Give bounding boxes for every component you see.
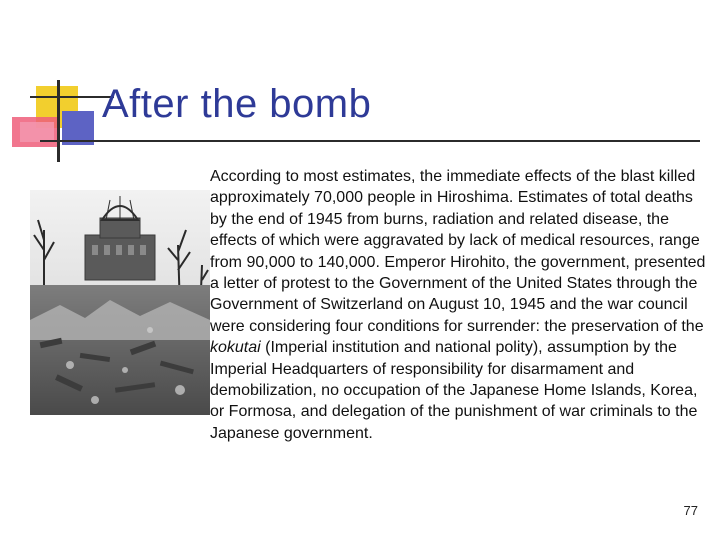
body-text-part-1: According to most estimates, the immediate effects of the blast killed approximately 70,000 people in Hiroshima. Estimates of total deaths by the end of 1945 from burns, radiation and related disease, the effects of which were aggravated by lack of medical resources, range from 90,000 to 140,000. Emperor Hirohito, the government, presented a letter of protest to the Government of the United States through the Government of Switzerland on August 10, 1945 and the war council were considering four conditions for surrender: the preservation of the bbox=[210, 168, 706, 335]
decor-vertical-line bbox=[57, 80, 60, 162]
body-text-part-2: (Imperial institution and national polity), assumption by the Imperial Headquarters of responsibility for disarmament and demobilization, no occupation of the Japanese Home Islands, Korea, or Formosa, and delegation of the punishment of war criminals to the Japanese government. bbox=[210, 339, 698, 442]
page-number: 77 bbox=[683, 503, 698, 518]
hiroshima-ruins-photo bbox=[30, 190, 210, 415]
slide-body-text bbox=[210, 166, 706, 444]
body-text-italic-term: kokutai bbox=[210, 339, 261, 357]
ruins-image bbox=[30, 190, 210, 415]
decor-pink-square bbox=[20, 122, 54, 142]
slide-title: After the bomb bbox=[102, 82, 372, 126]
title-underline bbox=[40, 140, 700, 142]
